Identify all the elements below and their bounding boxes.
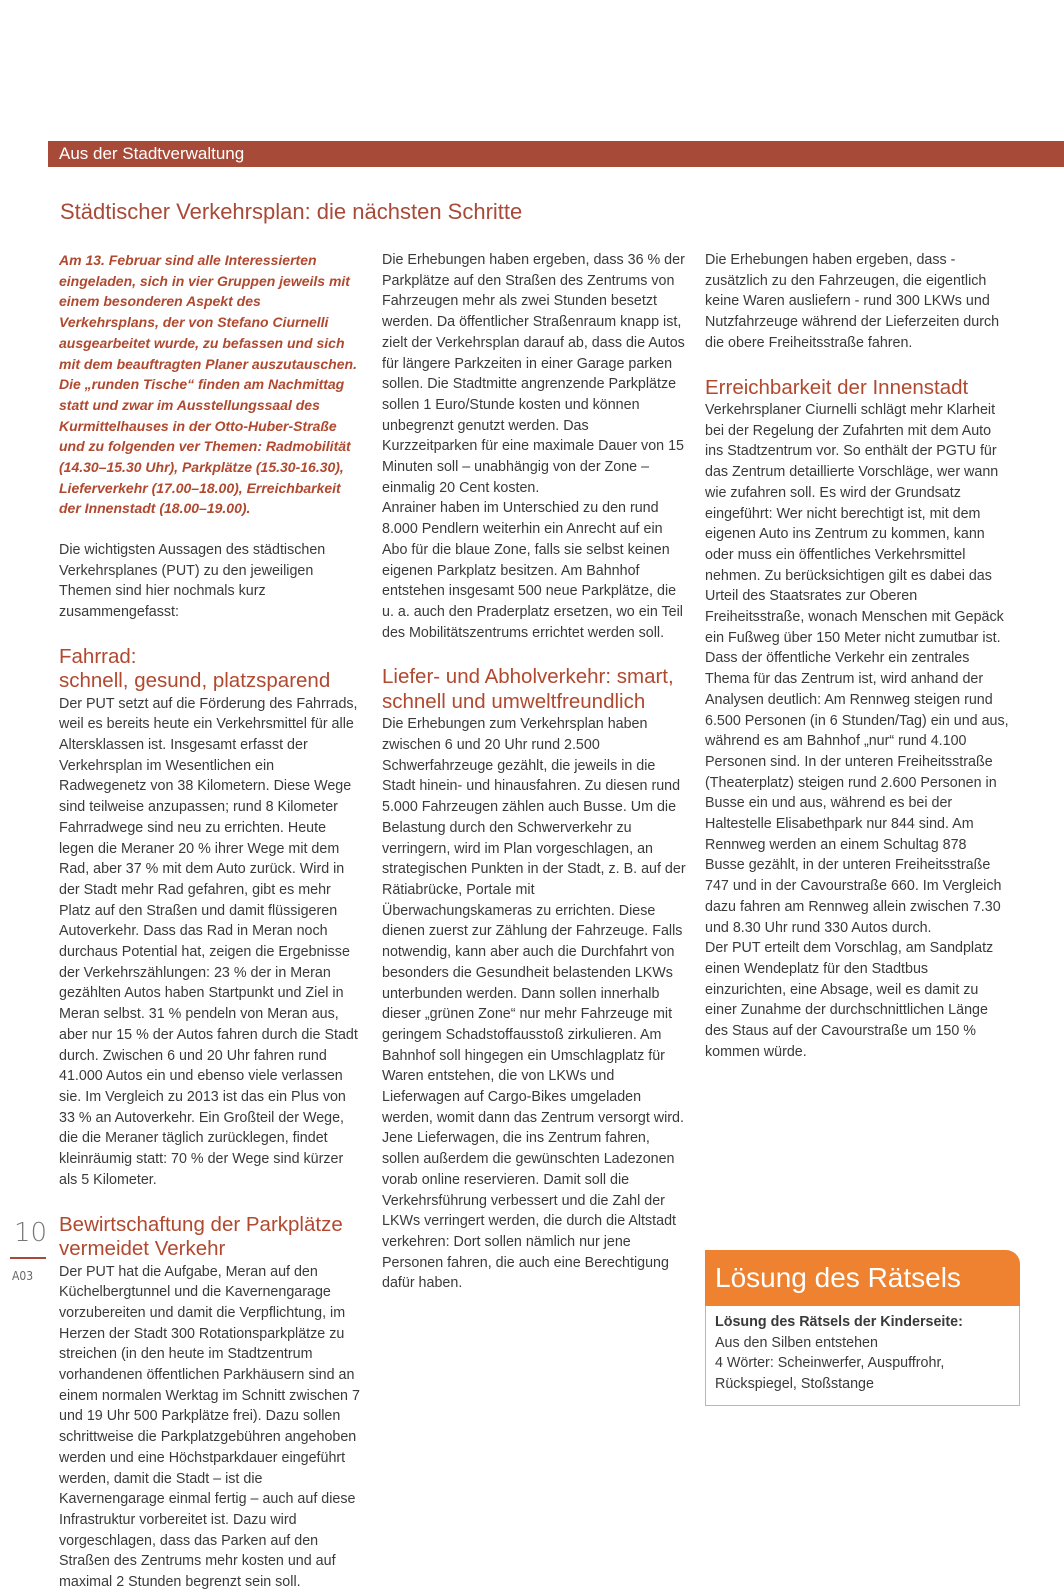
page-number-rule — [10, 1257, 46, 1259]
column-1 — [59, 250, 363, 1593]
heading-parken-line1: Bewirtschaftung der Parkplätze — [59, 1212, 343, 1236]
heading-liefer-line1: Liefer- und Abholverkehr: smart, — [382, 665, 674, 689]
puzzle-box-title: Lösung des Rätsels — [715, 1262, 961, 1293]
heading-parken-line2: vermeidet Verkehr — [59, 1237, 226, 1261]
heading-fahrrad-line1: Fahrrad: — [59, 644, 137, 668]
puzzle-box-label: Lösung des Rätsels der Kinderseite: — [715, 1314, 963, 1330]
puzzle-box-header — [705, 1250, 1020, 1306]
heading-erreichbarkeit: Erreichbarkeit der Innenstadt — [705, 375, 969, 399]
parken-body: Der PUT hat die Aufgabe, Meran auf den Küchelbergtunnel und die Kavernengarage vorzubereiten und damit die Verpflichtung, im Herzen der Stadt 300 Rotationsparkplätze zu streichen (in den heute im Stadtzentrum vorhandenen öffentlichen Parkhäusern sind an einem normalen Werktag im Schnitt zwischen 7 und 19 Uhr 500 Parkplätze frei). Dazu sollen schrittweise die Parkplatzgebühren angehoben werden und eine Höchstparkdauer eingeführt werden, damit die Stadt – ist die Kavernengarage einmal fertig – auch auf diese Infrastruktur vorbereitet ist. Dazu wird vorgeschlagen, dass das Parken auf den Straßen des Zentrums mehr kosten und auf maximal 2 Stunden begrenzt sein soll. — [59, 1263, 360, 1591]
parken-body-2: Die Erhebungen haben ergeben, dass 36 % der Parkplätze auf den Straßen des Zentrums von Fahrzeugen mehr als zwei Stunden besetzt werden. Da öffentlicher Straßenraum knapp ist, zielt der Verkehrsplan darauf ab, dass die Autos für längere Parkzeiten in einer Garage parken sollen. Die Stadtmitte angrenzende Parkplätze sollen 1 Euro/Stunde kosten und können unbegrenzt genutzt werden. Das Kurzzeitparken für eine maximale Dauer von 15 Minuten soll – unabhängig von der Zone – einmalig 20 Cent kosten. — [382, 252, 685, 496]
page-code: A03 — [12, 1269, 34, 1283]
parken-body-3: Anrainer haben im Unterschied zu den rund 8.000 Pendlern weiterhin ein Anrecht auf ein Abo für die blaue Zone, falls sie selbst keinen eigenen Parkplatz besitzen. Am Bahnhof entstehen insgesamt 500 neue Parkplätze, die u. a. auch den Praderplatz ersetzen, wo ein Teil des Mobilitätszentrums errichtet werden soll. — [382, 500, 683, 641]
article-title: Städtischer Verkehrsplan: die nächsten Schritte — [60, 199, 523, 224]
liefer-body: Die Erhebungen zum Verkehrsplan haben zwischen 6 und 20 Uhr rund 2.500 Schwerfahrzeuge gezählt, die jeweils in die Stadt hinein- und hinausfahren. Zu diesen rund 5.000 Fahrzeugen zählen auch Busse. Um die Belastung durch den Schwerverkehr zu verringern, wird im Plan vorgeschlagen, an strategischen Punkten in der Stadt, z. B. auf der Rätiabrücke, Portale mit Überwachungskameras zu errichten. Diese dienen zuerst zur Zählung der Fahrzeuge. Falls notwendig, kann aber auch die Durchfahrt von besonders die Gesundheit belastenden LKWs unterbunden werden. Dann sollen innerhalb dieser „grünen Zone“ nur mehr Fahrzeuge mit geringem Schadstoffausstoß zirkulieren. Am Bahnhof soll hingegen ein Umschlagplatz für Waren entstehen, die von LKWs und Lieferwagen auf Cargo-Bikes umgeladen werden, womit dann das Zentrum versorgt wird. Jene Lieferwagen, die ins Zentrum fahren, sollen außerdem die gewünschten Ladezonen vorab online reservieren. Damit soll die Verkehrsführung verbessert und die Zahl der LKWs verringert werden, die durch die Altstadt verkehren: Dort sollen nämlich nur jene Personen fahren, die auch eine Berechtigung dafür haben. — [382, 716, 686, 1292]
erreichbarkeit-body-3: Der PUT erteilt dem Vorschlag, am Sandplatz einen Wendeplatz für den Stadtbus einzurichten, eine Absage, weil es damit zu einer Zunahme der durchschnittlichen Länge des Staus auf der Cavourstraße um 150 % kommen würde. — [705, 940, 994, 1060]
section-label: Aus der Stadtverwaltung — [59, 144, 245, 163]
puzzle-box-line2: 4 Wörter: Scheinwerfer, Auspuffrohr, Rückspiegel, Stoßstange — [715, 1355, 945, 1393]
lead-paragraph: Die wichtigsten Aussagen des städtischen Verkehrsplanes (PUT) zu den jeweiligen Themen sind hier nochmals kurz zusammengefasst: — [59, 541, 326, 620]
heading-liefer-line2: schnell und umweltfreundlich — [382, 689, 646, 713]
erreichbarkeit-body: Verkehrsplaner Ciurnelli schlägt mehr Klarheit bei der Regelung der Zufahrten mit dem Auto ins Stadtzentrum vor. So enthält der PGTU für das Zentrum detaillierte Vorschläge, wer wann wie zufahren soll. Es wird der Grundsatz eingeführt: Wer nicht berechtigt ist, mit dem eigenen Auto ins Zentrum zu kommen, kann oder muss ein öffentliches Verkehrsmittel nehmen. Zu berücksichtigen gilt es dabei das Urteil des Staatsrates zur Oberen Freiheitsstraße, wonach Menschen mit Gepäck ein Fußweg über 150 Meter nicht zumutbar ist. — [705, 402, 1004, 646]
intro-paragraph: Am 13. Februar sind alle Interessierten eingeladen, sich in vier Gruppen jeweils mit einem besonderen Aspekt des Verkehrsplans, der von Stefano Ciurnelli ausgearbeitet wurde, zu befassen und sich mit dem beauftragten Planer auszutauschen. Die „runden Tische“ finden am Nachmittag statt und zwar im Ausstellungssaal des Kurmittelhauses in der Otto-Huber-Straße und zu folgenden ver Themen: Radmobilität (14.30–15.30 Uhr), Parkplätze (15.30-16.30), Lieferverkehr (17.00–18.00), Erreichbarkeit der Innenstadt (18.00–19.00). — [59, 252, 357, 517]
puzzle-box-body — [705, 1306, 1020, 1406]
page-number: 10 — [14, 1218, 48, 1248]
liefer-body-2: Die Erhebungen haben ergeben, dass - zusätzlich zu den Fahrzeugen, die eigentlich keine Waren ausliefern - rund 300 LKWs und Nutzfahrzeuge während der Lieferzeiten durch die obere Freiheitsstraße fahren. — [705, 252, 1000, 351]
column-2 — [382, 250, 687, 1294]
heading-liefer — [382, 665, 687, 714]
column-3 — [705, 250, 1010, 1063]
erreichbarkeit-body-2: Dass der öffentliche Verkehr ein zentrales Thema für das Zentrum ist, wird anhand der Analysen deutlich: Am Rennweg steigen rund 6.500 Personen (in 6 Stunden/Tag) ein und aus, während es am Bahnhof „nur“ rund 4.100 Personen sind. In der unteren Freiheitsstraße (Theaterplatz) steigen rund 2.600 Personen in Busse ein und aus, während es bei der Haltestelle Elisabethpark nur 844 sind. Am Rennweg werden an einem Schultag 878 Busse gezählt, in der unteren Freiheitsstraße 747 und in der Cavourstraße 660. Im Vergleich dazu fahren am Rennweg allein zwischen 7.30 und 8.30 Uhr rund 330 Autos durch. — [705, 650, 1009, 936]
heading-parken — [59, 1213, 363, 1262]
heading-fahrrad — [59, 645, 363, 694]
section-bar — [48, 141, 1064, 167]
heading-fahrrad-line2: schnell, gesund, platzsparend — [59, 669, 331, 693]
fahrrad-body: Der PUT setzt auf die Förderung des Fahrrads, weil es bereits heute ein Verkehrsmittel für alle Altersklassen ist. Insgesamt erfasst der Verkehrsplan im Wesentlichen ein Radwegenetz von 38 Kilometern. Diese Wege sind teilweise anzupassen; rund 8 Kilometer Fahrradwege sind neu zu errichten. Heute legen die Meraner 20 % ihrer Wege mit dem Rad, aber 37 % mit dem Auto zurück. Wird in der Stadt mehr Rad gefahren, gibt es mehr Platz auf den Straßen und damit flüssigeren Autoverkehr. Dass das Rad in Meran noch durchaus Potential hat, zeigen die Ergebnisse der Verkehrszählungen: 23 % der in Meran gezählten Autos haben Startpunkt und Ziel in Meran selbst. 31 % pendeln von Meran aus, aber nur 15 % der Autos fahren durch die Stadt durch. Zwischen 6 und 20 Uhr fahren rund 41.000 Autos ein und ebenso viele verlassen sie. Im Vergleich zu 2013 ist das ein Plus von 33 % an Autoverkehr. Ein Großteil der Wege, die die Meraner täglich zurücklegen, findet kleinräumig statt: 70 % der Wege sind kürzer als 5 Kilometer. — [59, 695, 358, 1188]
puzzle-box-line1: Aus den Silben entstehen — [715, 1334, 878, 1351]
